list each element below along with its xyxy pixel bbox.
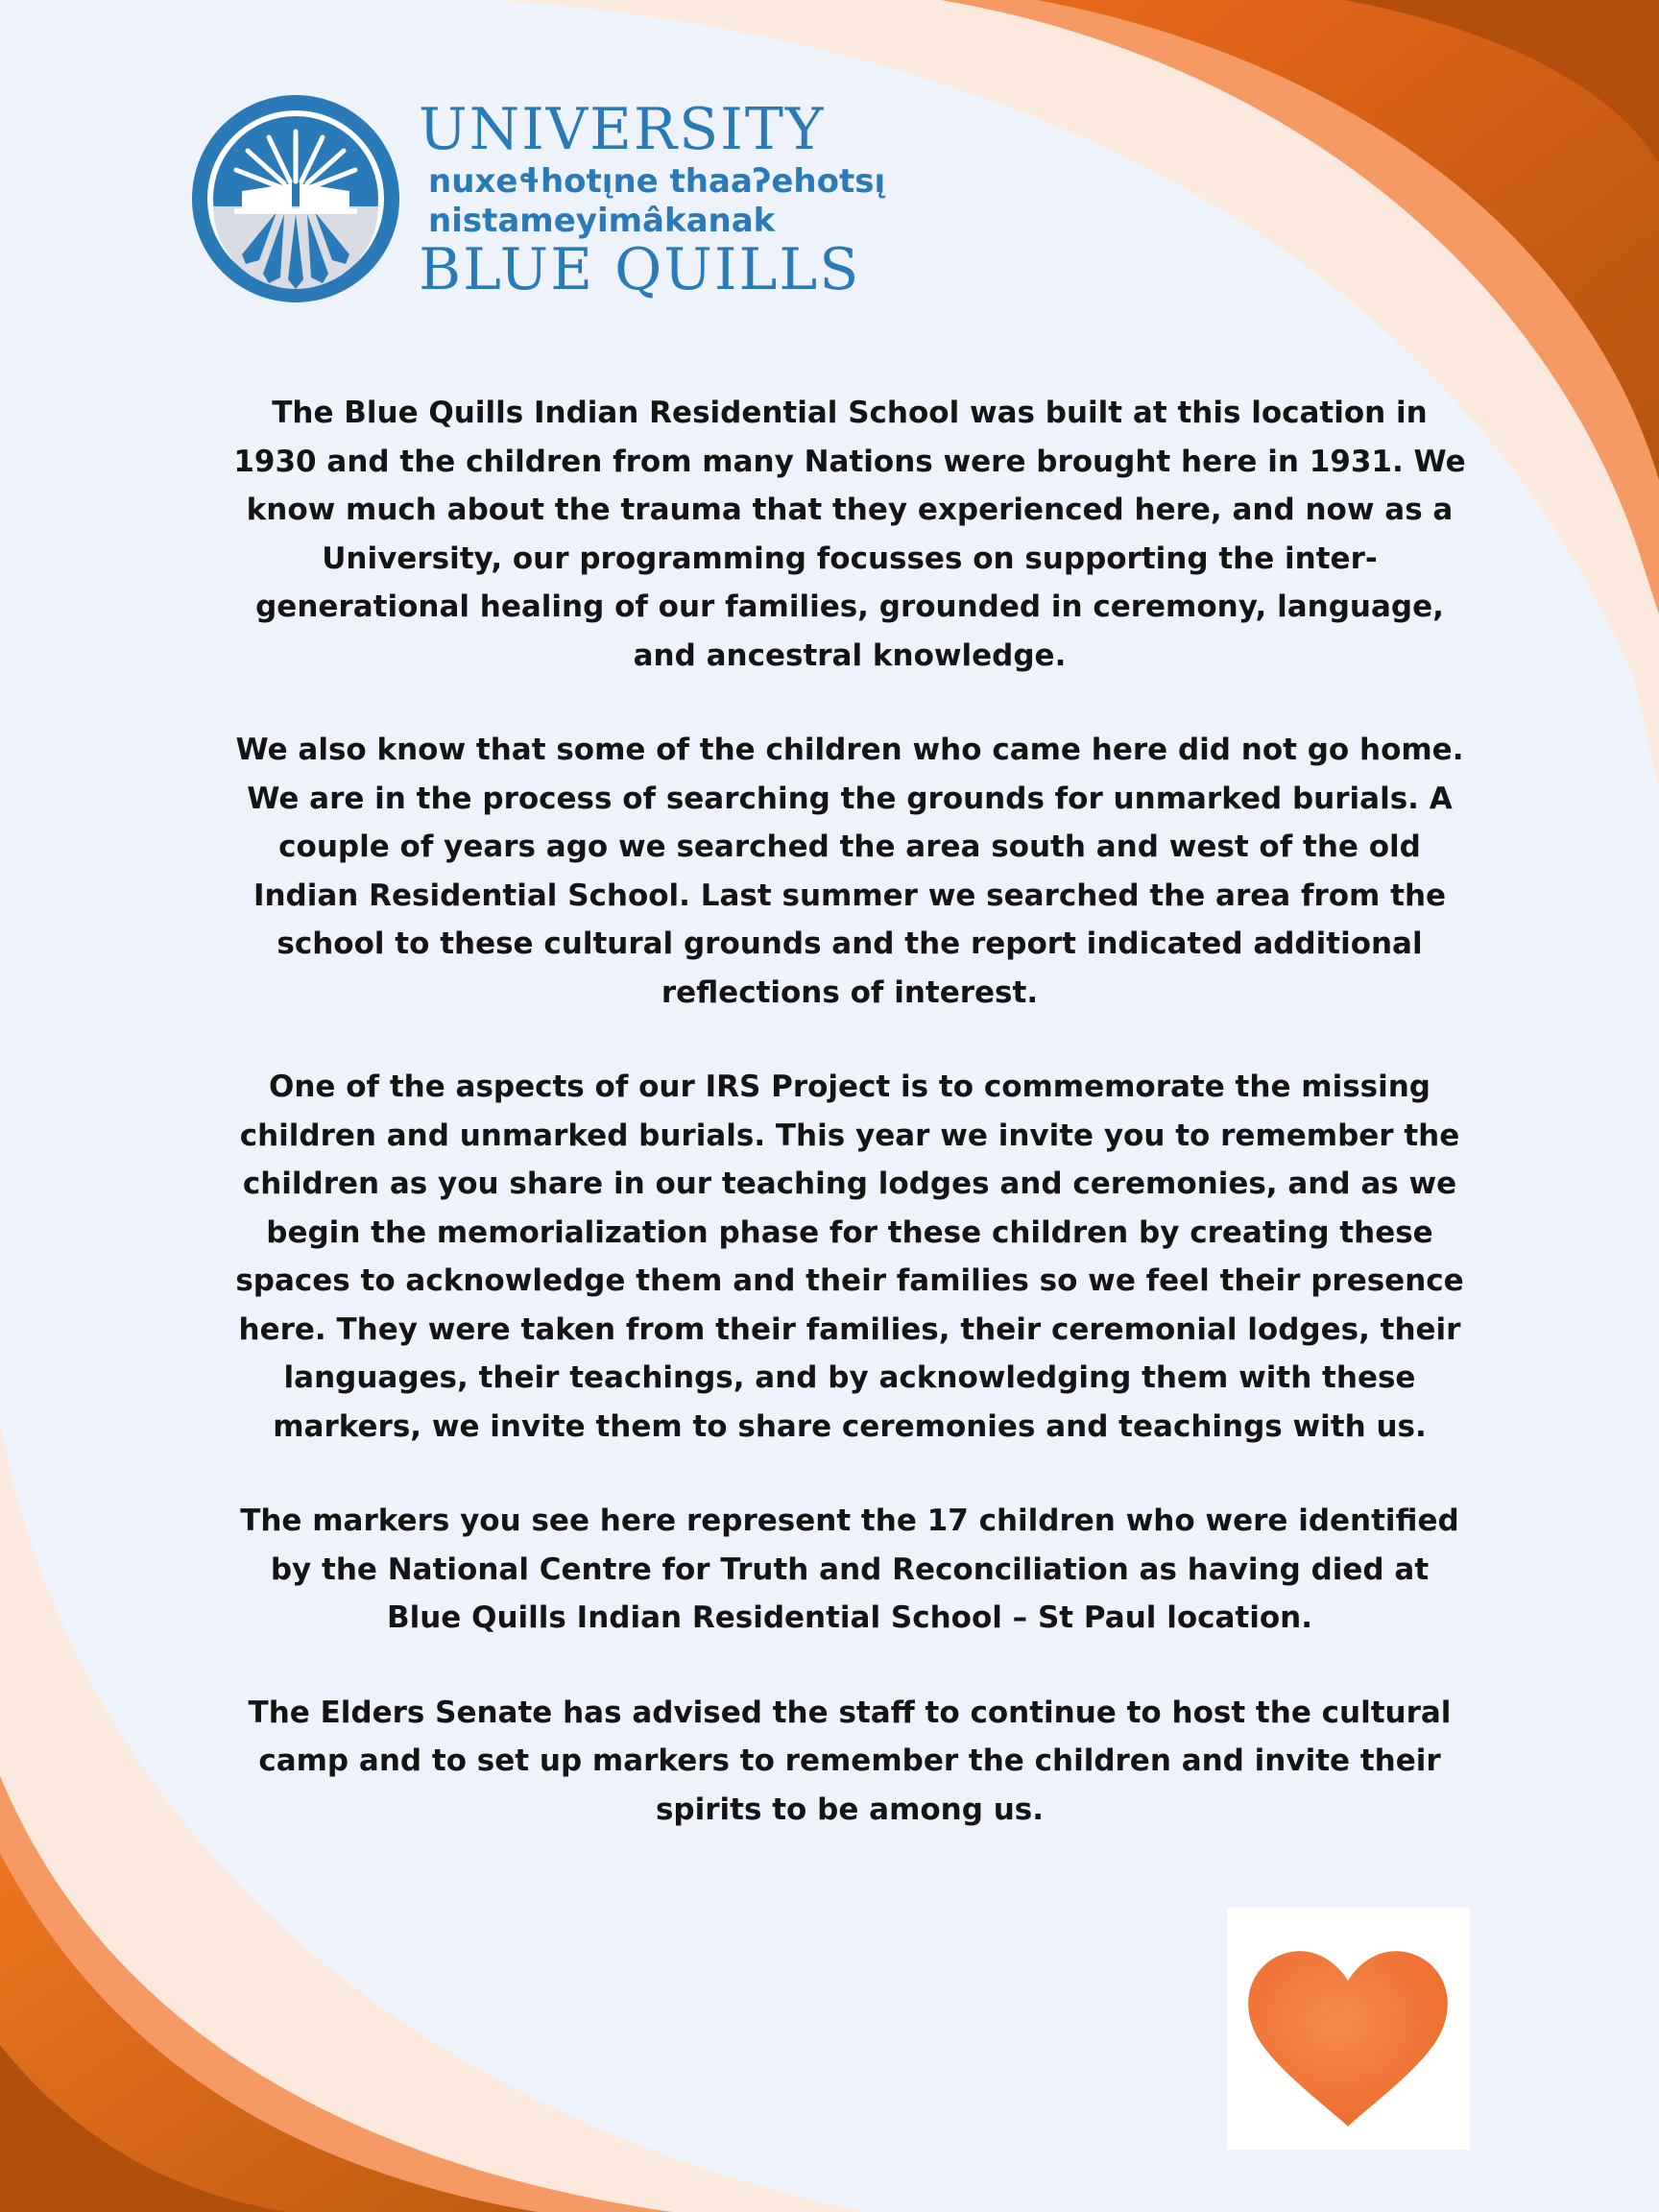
- heart-card: [1227, 1908, 1470, 2150]
- wordmark-university: UNIVERSITY: [419, 96, 826, 163]
- university-logo: [188, 91, 899, 312]
- paragraph-elders-senate: The Elders Senate has advised the staff to continue to host the cultural camp and to set up markers to remember the children and invite their spirits to be among us.: [248, 1695, 1452, 1827]
- wordmark-blue-quills: BLUE QUILLS: [419, 236, 861, 303]
- paragraph-search: We also know that some of the children who came here did not go home. We are in the process of searching the grounds for unmarked burials. A couple of years ago we searched the area south and west of the old Indian Residential School. Last summer we searched the area from the school to these cultural grounds and the report indicated additional reflections of interest.: [235, 733, 1464, 1010]
- paragraph-commemoration: One of the aspects of our IRS Project is to commemorate the missing children and unmarked burials. This year we invite you to remember the children as you share in our teaching lodges and ceremonies, and as we begin the memorialization phase for these children by creating these spaces to acknowledge them and their families so we feel their presence here. They were taken from their families, their ceremonial lodges, their languages, their teachings, and by acknowledging them with these markers, we invite them to share ceremonies and teachings with us.: [235, 1070, 1464, 1444]
- university-emblem-icon: [188, 91, 403, 306]
- wordmark-cree-line: nistameyimâkanak: [428, 202, 776, 240]
- body-text: [230, 389, 1469, 1880]
- paragraph-history: The Blue Quills Indian Residential School was built at this location in 1930 and the children from many Nations were brought here in 1931. We know much about the trauma that they experienced here, and now as a University, our programming focusses on supporting the inter-generational healing of our families, grounded in ceremony, language, and ancestral knowledge.: [233, 396, 1466, 673]
- paragraph-markers: The markers you see here represent the 17 children who were identified by the National Centre for Truth and Reconciliation as having died at Blue Quills Indian Residential School – St Paul location.: [240, 1503, 1459, 1635]
- heart-icon: [1227, 1908, 1470, 2150]
- wordmark-dene-line: nuxeɬhotı̨ne thaaʔehotsı̨: [428, 162, 886, 201]
